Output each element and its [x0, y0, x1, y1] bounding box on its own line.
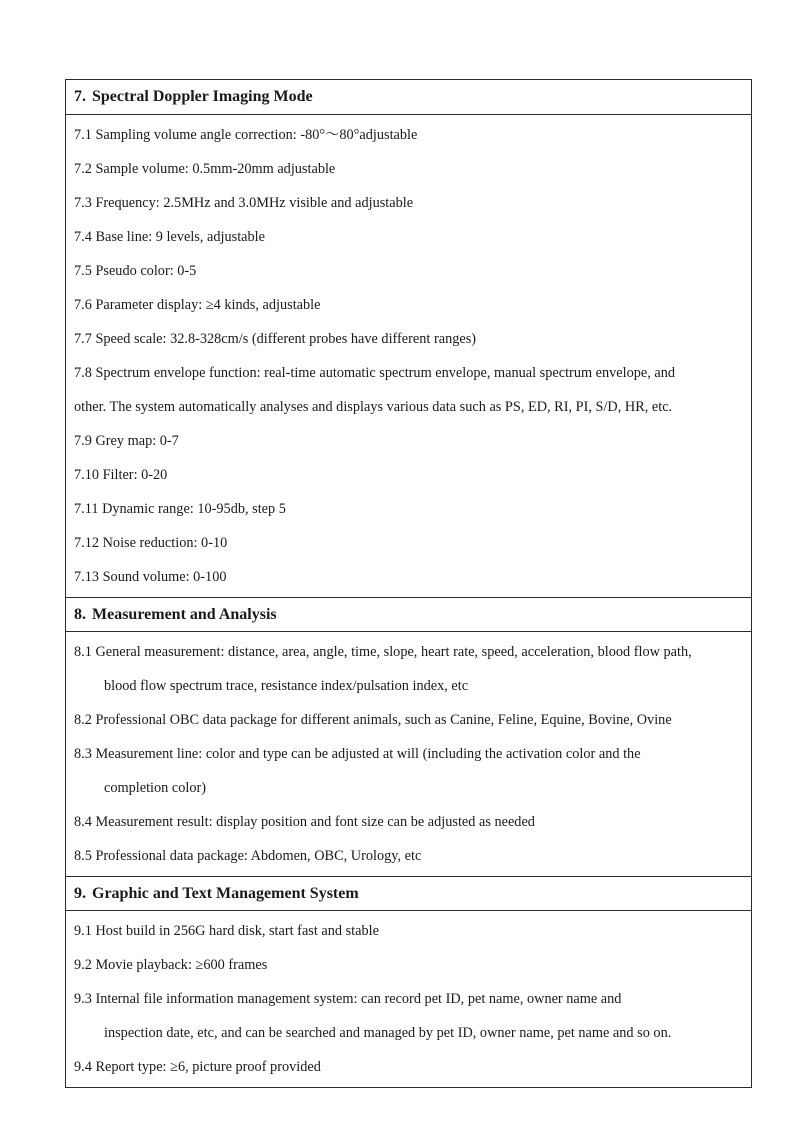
- spec-line: 7.10 Filter: 0-20: [74, 467, 168, 483]
- spec-line: 7.9 Grey map: 0-7: [74, 433, 179, 449]
- section-title: Graphic and Text Management System: [92, 884, 359, 902]
- spec-line-continuation: blood flow spectrum trace, resistance index/pulsation index, etc: [104, 678, 469, 694]
- spec-line: 7.4 Base line: 9 levels, adjustable: [74, 229, 265, 245]
- spec-line: 7.11 Dynamic range: 10-95db, step 5: [74, 501, 286, 517]
- section-body: [66, 910, 751, 1087]
- spec-line: 8.5 Professional data package: Abdomen, OBC, Urology, etc: [74, 848, 422, 864]
- section-number: 8.: [74, 605, 86, 623]
- section-header: [66, 80, 751, 114]
- section-8: [66, 597, 751, 876]
- spec-line: 7.12 Noise reduction: 0-10: [74, 535, 228, 551]
- spec-line: 7.5 Pseudo color: 0-5: [74, 263, 197, 279]
- section-9: [66, 876, 751, 1087]
- spec-line: 7.6 Parameter display: ≥4 kinds, adjustable: [74, 297, 321, 313]
- spec-line: 9.3 Internal file information management system: can record pet ID, pet name, owner name and: [74, 991, 622, 1007]
- section-7: [66, 80, 751, 597]
- spec-line-continuation: other. The system automatically analyses and displays various data such as PS, ED, RI, PI, S/D, HR, etc.: [74, 399, 673, 415]
- section-body: [66, 114, 751, 597]
- section-title: Measurement and Analysis: [92, 605, 277, 623]
- spec-line: 7.13 Sound volume: 0-100: [74, 569, 227, 585]
- spec-line: 7.1 Sampling volume angle correction: -80°～80°adjustable: [74, 127, 418, 143]
- section-header: [66, 876, 751, 910]
- spec-line: 8.2 Professional OBC data package for different animals, such as Canine, Feline, Equine, Bovine, Ovine: [74, 712, 672, 728]
- spec-line: 8.3 Measurement line: color and type can be adjusted at will (including the activation color and the: [74, 746, 641, 762]
- spec-line: 8.4 Measurement result: display position and font size can be adjusted as needed: [74, 814, 535, 830]
- spec-line-continuation: inspection date, etc, and can be searched and managed by pet ID, owner name, pet name and so on.: [104, 1025, 672, 1041]
- spec-line: 7.2 Sample volume: 0.5mm-20mm adjustable: [74, 161, 336, 177]
- spec-line-continuation: completion color): [104, 780, 207, 796]
- spec-line: 9.1 Host build in 256G hard disk, start fast and stable: [74, 923, 379, 939]
- section-number: 9.: [74, 884, 86, 902]
- spec-line: 9.4 Report type: ≥6, picture proof provided: [74, 1059, 321, 1075]
- spec-line: 7.7 Speed scale: 32.8-328cm/s (different probes have different ranges): [74, 331, 477, 347]
- section-header: [66, 597, 751, 631]
- section-number: 7.: [74, 88, 86, 105]
- section-body: [66, 631, 751, 876]
- section-title: Spectral Doppler Imaging Mode: [92, 88, 313, 105]
- spec-line: 9.2 Movie playback: ≥600 frames: [74, 957, 268, 973]
- spec-line: 7.8 Spectrum envelope function: real-time automatic spectrum envelope, manual spectrum envelope, and: [74, 365, 676, 381]
- spec-line: 8.1 General measurement: distance, area, angle, time, slope, heart rate, speed, acceleration, blood flow path,: [74, 644, 692, 660]
- spec-line: 7.3 Frequency: 2.5MHz and 3.0MHz visible and adjustable: [74, 195, 414, 211]
- spec-table: [65, 79, 752, 1088]
